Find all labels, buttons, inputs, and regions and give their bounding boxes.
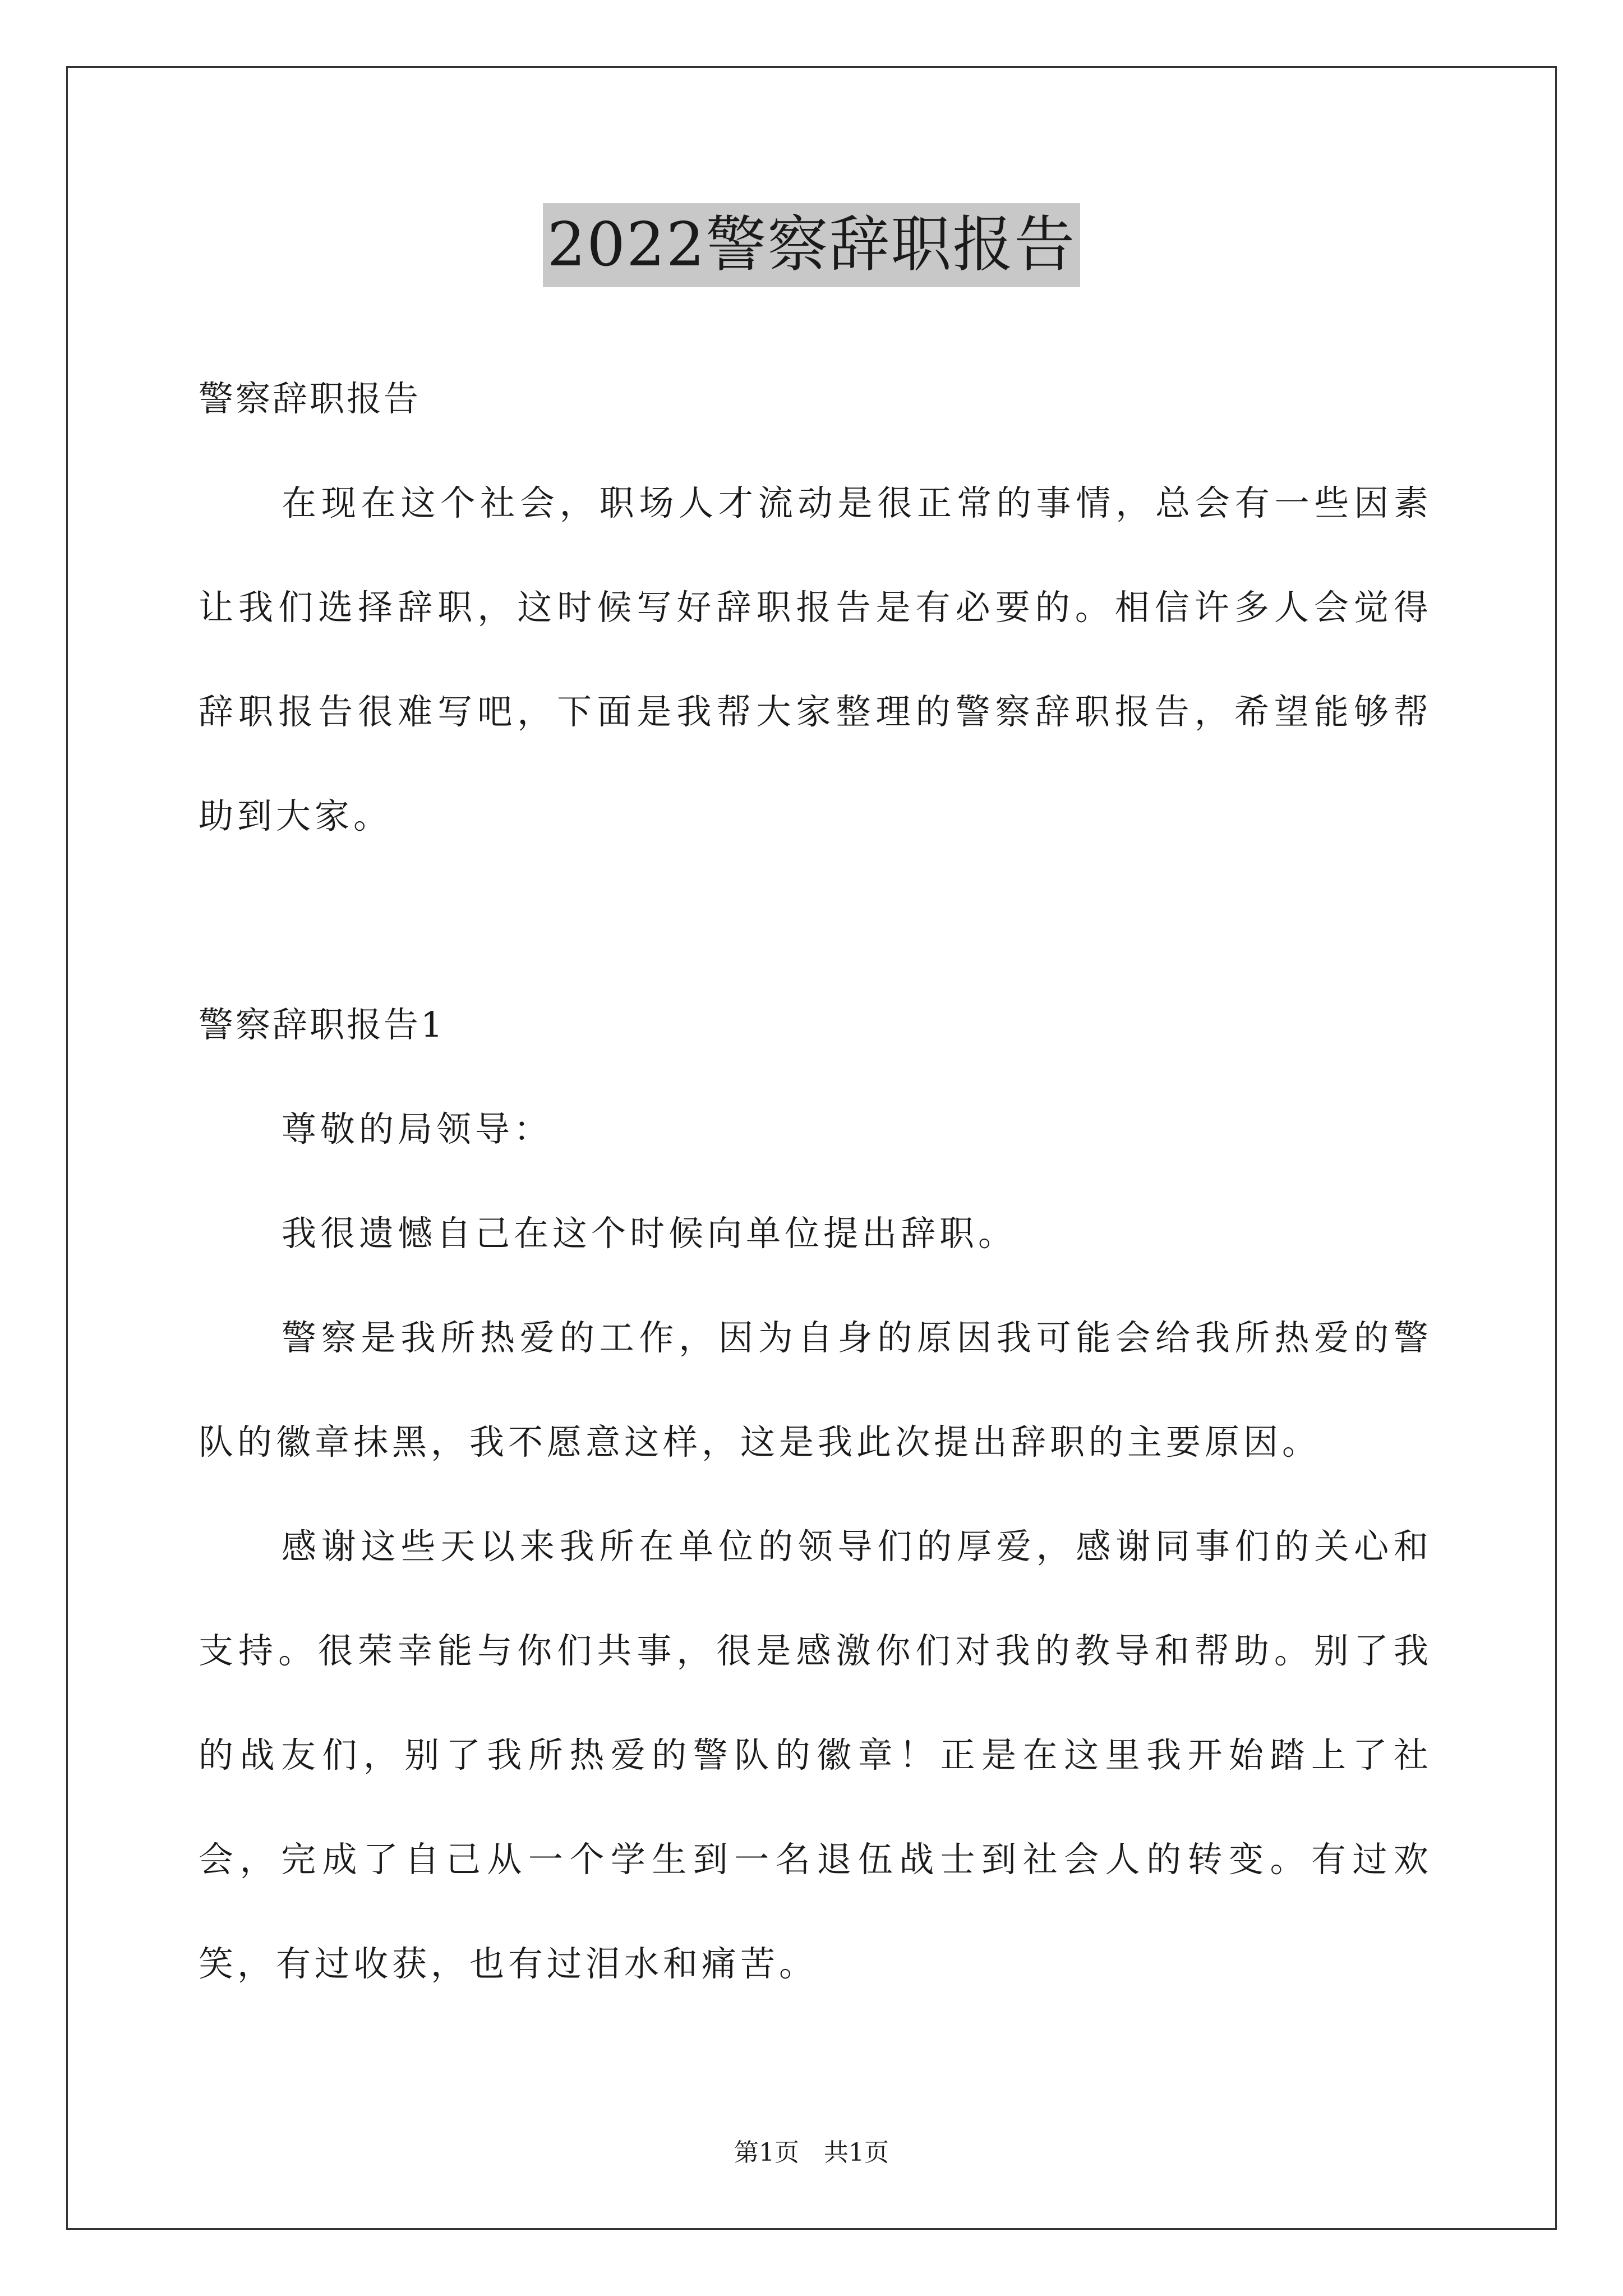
- document-title: 2022警察辞职报告: [543, 203, 1081, 287]
- title-container: [0, 203, 1623, 287]
- salutation: 尊敬的局领导：: [282, 1108, 553, 1149]
- document-body: [199, 347, 1432, 2016]
- body-paragraph: 我很遗憾自己在这个时候向单位提出辞职。: [282, 1213, 1017, 1254]
- body-paragraph: 感谢这些天以来我所在单位的领导们的厚爱，感谢同事们的关心和支持。很荣幸能与你们共事，很是感激你们对我的教导和帮助。别了我的战友们，别了我所热爱的警队的徽章！正是在这里我开始踏上了社会，完成了自己从一个学生到一名退伍战士到社会人的转变。有过欢笑，有过收获，也有过泪水和痛苦。: [199, 1526, 1432, 1984]
- document-subtitle: 警察辞职报告: [199, 378, 421, 419]
- intro-paragraph: 在现在这个社会，职场人才流动是很正常的事情，总会有一些因素让我们选择辞职，这时候写好辞职报告是有必要的。相信许多人会觉得辞职报告很难写吧，下面是我帮大家整理的警察辞职报告，希望能够帮助到大家。: [199, 482, 1432, 836]
- page-number: 第1页 共1页: [734, 2138, 889, 2167]
- body-paragraph: 警察是我所热爱的工作，因为自身的原因我可能会给我所热爱的警队的徽章抹黑，我不愿意这样，这是我此次提出辞职的主要原因。: [199, 1317, 1432, 1462]
- page-footer: [0, 2136, 1623, 2170]
- section-heading: 警察辞职报告1: [199, 1004, 445, 1045]
